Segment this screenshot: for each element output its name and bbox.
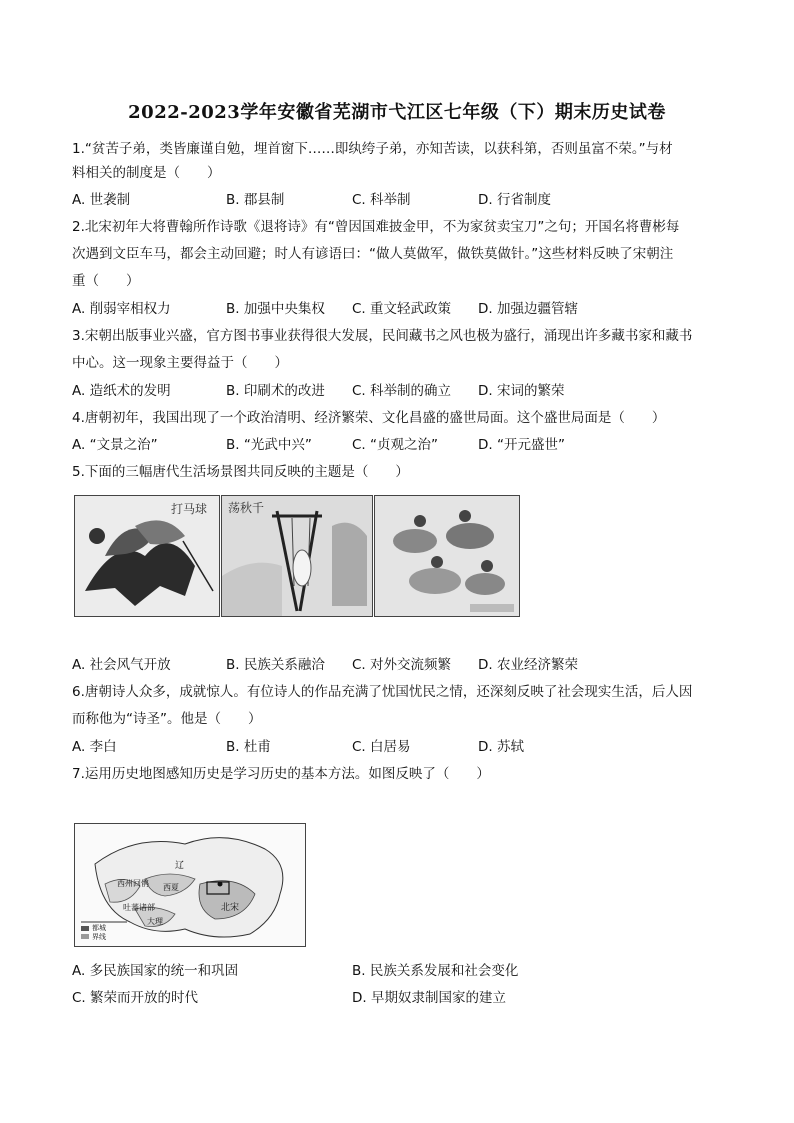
map-label-tubo: 吐蕃诸部 xyxy=(123,903,155,912)
q4-options xyxy=(72,435,732,455)
q6-option-a[interactable]: A. 李白 xyxy=(72,739,117,755)
q2-option-c[interactable]: C. 重文轻武政策 xyxy=(352,301,452,317)
q3-stem-line-2: 中心。这一现象主要得益于（ ） xyxy=(72,355,288,371)
q1-options xyxy=(72,190,732,210)
q3-option-c[interactable]: C. 科举制的确立 xyxy=(352,383,452,399)
q4-stem: 4.唐朝初年，我国出现了一个政治清明、经济繁荣、文化昌盛的盛世局面。这个盛世局面是（ ） xyxy=(72,410,666,426)
q6-options xyxy=(72,737,732,757)
q1-option-a[interactable]: A. 世袭制 xyxy=(72,192,131,208)
q3-option-d[interactable]: D. 宋词的繁荣 xyxy=(478,383,565,399)
q7-option-a[interactable]: A. 多民族国家的统一和巩固 xyxy=(72,963,239,979)
map-label-xizhou-huihu: 西州回鹘 xyxy=(117,879,149,888)
q5-option-b[interactable]: B. 民族关系融洽 xyxy=(226,657,325,673)
q3-option-b[interactable]: B. 印刷术的改进 xyxy=(226,383,325,399)
q2-option-d[interactable]: D. 加强边疆管辖 xyxy=(478,301,578,317)
map-label-liao: 辽 xyxy=(175,861,185,871)
map-label-dali: 大理 xyxy=(147,917,163,926)
q3-option-a[interactable]: A. 造纸术的发明 xyxy=(72,383,171,399)
q3-options xyxy=(72,381,732,401)
q1-stem-line-2: 料相关的制度是（ ） xyxy=(72,165,221,181)
q7-option-c[interactable]: C. 繁荣而开放的时代 xyxy=(72,990,199,1006)
map-legend-capital: 都城 xyxy=(92,924,106,932)
exam-title: 2022-2023学年安徽省芜湖市弋江区七年级（下）期末历史试卷 xyxy=(128,102,666,123)
q5-stem: 5.下面的三幅唐代生活场景图共同反映的主题是（ ） xyxy=(72,464,409,480)
court-ladies-image xyxy=(374,495,520,617)
q7-option-d[interactable]: D. 早期奴隶制国家的建立 xyxy=(352,990,506,1006)
q6-option-d[interactable]: D. 苏轼 xyxy=(478,739,524,755)
q2-stem-line-1: 2.北宋初年大将曹翰所作诗歌《退将诗》有“曾因国难披金甲，不为家贫卖宝刀”之句；开国名将曹彬每 xyxy=(72,219,680,235)
q7-options-row-2 xyxy=(72,988,732,1008)
q1-option-c[interactable]: C. 科举制 xyxy=(352,192,411,208)
q2-option-a[interactable]: A. 削弱宰相权力 xyxy=(72,301,171,317)
song-map-image xyxy=(74,823,306,947)
q3-stem-line-1: 3.宋朝出版事业兴盛，官方图书事业获得很大发展，民间藏书之风也极为盛行，涌现出许多藏书家和藏书 xyxy=(72,328,693,344)
q2-stem-line-3: 重（ ） xyxy=(72,273,140,289)
q7-option-b[interactable]: B. 民族关系发展和社会变化 xyxy=(352,963,519,979)
q7-stem: 7.运用历史地图感知历史是学习历史的基本方法。如图反映了（ ） xyxy=(72,766,490,782)
polo-caption: 打马球 xyxy=(171,502,208,516)
q4-option-c[interactable]: C. “贞观之治” xyxy=(352,437,438,453)
q6-option-b[interactable]: B. 杜甫 xyxy=(226,739,271,755)
q2-options xyxy=(72,299,732,319)
q6-option-c[interactable]: C. 白居易 xyxy=(352,739,411,755)
q6-stem-line-1: 6.唐朝诗人众多，成就惊人。有位诗人的作品充满了忧国忧民之情，还深刻反映了社会现实生活，后人因 xyxy=(72,684,693,700)
polo-painting-image xyxy=(74,495,220,617)
q5-option-a[interactable]: A. 社会风气开放 xyxy=(72,657,171,673)
q1-option-d[interactable]: D. 行省制度 xyxy=(478,192,551,208)
q6-stem-line-2: 而称他为“诗圣”。他是（ ） xyxy=(72,711,262,727)
map-label-beisong: 北宋 xyxy=(221,903,240,913)
q4-option-b[interactable]: B. “光武中兴” xyxy=(226,437,312,453)
q1-stem-line-1: 1.“贫苦子弟，类皆廉谨自勉，埋首窗下……即纨绔子弟，亦知苦读，以获科第，否则虽富不荣。”与材 xyxy=(72,141,673,157)
swing-painting-image xyxy=(221,495,373,617)
q5-option-c[interactable]: C. 对外交流频繁 xyxy=(352,657,452,673)
q2-stem-line-2: 次遇到文臣车马，都会主动回避；时人有谚语曰：“做人莫做军，做铁莫做针。”这些材料反映了宋朝注 xyxy=(72,246,674,262)
swing-caption: 荡秋千 xyxy=(228,501,265,515)
map-label-xixia: 西夏 xyxy=(163,883,179,892)
q4-option-a[interactable]: A. “文景之治” xyxy=(72,437,158,453)
q4-option-d[interactable]: D. “开元盛世” xyxy=(478,437,565,453)
q7-options-row-1 xyxy=(72,961,732,981)
map-legend-border: 界线 xyxy=(92,933,106,941)
q1-option-b[interactable]: B. 郡县制 xyxy=(226,192,285,208)
q5-option-d[interactable]: D. 农业经济繁荣 xyxy=(478,657,578,673)
q5-options xyxy=(72,655,732,675)
q2-option-b[interactable]: B. 加强中央集权 xyxy=(226,301,325,317)
